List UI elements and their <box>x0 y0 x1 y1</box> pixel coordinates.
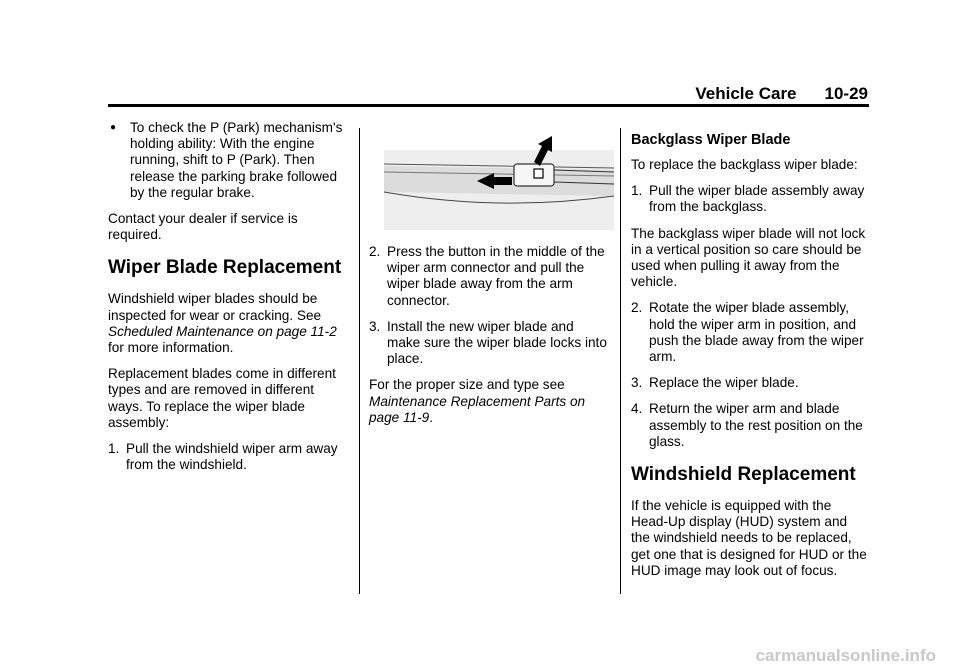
step-text: Pull the windshield wiper arm away from the windshield. <box>126 441 338 473</box>
inspection-tail: for more information. <box>108 340 234 356</box>
bullet-icon: ● <box>110 122 117 133</box>
column-3 <box>631 120 869 589</box>
bullet-text: To check the P (Park) mechanism's holding ability: With the engine running, shift to P (Park). Then release the parking brake followed by the regular brake. <box>130 120 343 200</box>
park-check-bullet <box>108 120 348 201</box>
page-header <box>108 84 868 104</box>
maintenance-link[interactable]: Scheduled Maintenance on page 11-2 <box>108 323 337 339</box>
contact-dealer-text: Contact your dealer if service is required. <box>108 211 298 243</box>
watermark: carmanualsonline.info <box>755 646 936 665</box>
replacement-parts-link[interactable]: Maintenance Replacement Parts on page 11-9 <box>369 393 586 425</box>
wiper-arm-image <box>384 134 614 230</box>
column-1 <box>108 120 348 483</box>
step-text: Install the new wiper blade and make sure the wiper blade locks into place. <box>387 318 607 367</box>
step-text: Press the button in the middle of the wiper arm connector and pull the wiper blade away from the arm connector. <box>387 244 605 308</box>
replacement-paragraph: Replacement blades come in different types and are removed in different ways. To replace the wiper blade assembly: <box>108 366 336 430</box>
step-number: 3. <box>369 318 381 334</box>
proper-size-tail: . <box>429 409 433 425</box>
step-text: Replace the wiper blade. <box>649 375 799 391</box>
step-number: 1. <box>631 183 643 199</box>
windshield-heading: Windshield Replacement <box>631 464 856 486</box>
wiper-blade-heading: Wiper Blade Replacement <box>108 257 342 279</box>
backglass-heading: Backglass Wiper Blade <box>631 132 791 148</box>
step-number: 1. <box>108 441 120 457</box>
step-note: The backglass wiper blade will not lock in a vertical position so care should be used when pulling it away from the vehicle. <box>631 225 866 290</box>
hud-paragraph: If the vehicle is equipped with the Head-Up display (HUD) system and the windshield needs to be replaced, get one that is designed for HUD or the HUD image may look out of focus. <box>631 498 867 578</box>
list-item <box>369 319 609 368</box>
step-number: 2. <box>369 244 381 259</box>
inspection-text: Windshield wiper blades should be inspected for wear or cracking. See <box>108 291 322 323</box>
column-divider-1 <box>359 128 360 594</box>
inspection-paragraph <box>108 291 348 356</box>
page-number: 10-29 <box>824 84 868 103</box>
step-text: Return the wiper arm and blade assembly to the rest position on the glass. <box>649 401 863 449</box>
backglass-intro: To replace the backglass wiper blade: <box>631 157 858 172</box>
step-text: Pull the wiper blade assembly away from the backglass. <box>649 183 865 215</box>
step-number: 3. <box>631 375 643 391</box>
proper-size-paragraph <box>369 377 609 426</box>
step-number: 2. <box>631 300 643 316</box>
step-text: Rotate the wiper blade assembly, hold the wiper arm in position, and push the blade away from the wiper arm. <box>649 300 864 365</box>
header-rule <box>108 104 869 107</box>
step-number: 4. <box>631 401 643 417</box>
section-title: Vehicle Care <box>695 84 797 103</box>
proper-size-text: For the proper size and type see <box>369 377 565 393</box>
list-item <box>369 244 609 309</box>
list-item <box>631 401 869 450</box>
list-item <box>631 375 869 391</box>
list-item <box>631 300 869 365</box>
column-divider-2 <box>620 128 621 594</box>
wiper-illustration <box>384 134 614 230</box>
list-item <box>631 183 869 215</box>
list-item <box>108 441 348 473</box>
column-2 <box>369 120 609 436</box>
